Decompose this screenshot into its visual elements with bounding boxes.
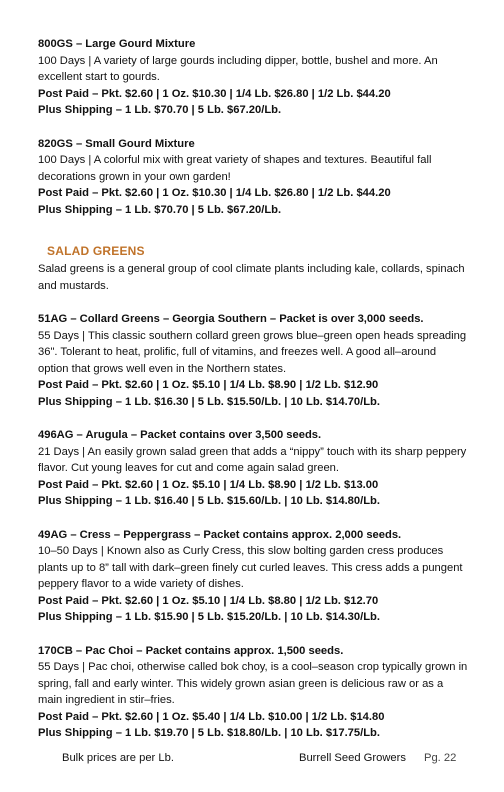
plus-shipping-prices: Plus Shipping – 1 Lb. $16.30 | 5 Lb. $15.50/Lb. | 10 Lb. $14.70/Lb. bbox=[38, 395, 380, 408]
product-description: 55 Days | This classic southern collard green grows blue–green open heads spreading 36". Tolerant to heat, prolific, full of vitamins, and freezes well. A good all–around option that grows well even in the Northern states. bbox=[38, 329, 467, 375]
page-number: Pg. 22 bbox=[424, 752, 457, 764]
section-intro: Salad greens is a general group of cool climate plants including kale, collards, spinach and mustards. bbox=[38, 263, 465, 292]
section-heading-salad-greens: SALAD GREENS bbox=[47, 244, 145, 258]
product-entry-arugula bbox=[38, 427, 468, 510]
post-paid-prices: Post Paid – Pkt. $2.60 | 1 Oz. $5.10 | 1/4 Lb. $8.90 | 1/2 Lb. $13.00 bbox=[38, 478, 379, 491]
product-description: 10–50 Days | Known also as Curly Cress, this slow bolting garden cress produces plants up to 8” tall with dark–green finely cut curled leaves. This cress adds a pungent peppery flavor to a wide variety of dishes. bbox=[38, 545, 463, 590]
company-name: Burrell Seed Growers bbox=[299, 752, 406, 764]
product-description: 55 Days | Pac choi, otherwise called bok choy, is a cool–season crop typically grown in spring, fall and early winter. This widely grown asian green is delicious raw or as a main ingredient in stir–fries. bbox=[38, 661, 468, 706]
plus-shipping-prices: Plus Shipping – 1 Lb. $19.70 | 5 Lb. $18.80/Lb. | 10 Lb. $17.75/Lb. bbox=[38, 727, 380, 739]
product-title: 820GS – Small Gourd Mixture bbox=[38, 137, 195, 150]
product-description: 100 Days | A colorful mix with great variety of shapes and textures. Beautiful fall decorations grown in your own garden! bbox=[38, 154, 432, 183]
plus-shipping-prices: Plus Shipping – 1 Lb. $16.40 | 5 Lb. $15.60/Lb. | 10 Lb. $14.80/Lb. bbox=[38, 495, 380, 507]
post-paid-prices: Post Paid – Pkt. $2.60 | 1 Oz. $5.40 | 1/4 Lb. $10.00 | 1/2 Lb. $14.80 bbox=[38, 710, 385, 723]
post-paid-prices: Post Paid – Pkt. $2.60 | 1 Oz. $5.10 | 1/4 Lb. $8.80 | 1/2 Lb. $12.70 bbox=[38, 594, 379, 607]
product-entry-large-gourd bbox=[38, 36, 468, 119]
product-entry-cress bbox=[38, 527, 468, 626]
product-entry-pac-choi bbox=[38, 643, 468, 742]
plus-shipping-prices: Plus Shipping – 1 Lb. $70.70 | 5 Lb. $67.20/Lb. bbox=[38, 104, 282, 116]
product-title: 170CB – Pac Choi – Packet contains approx. 1,500 seeds. bbox=[38, 644, 344, 657]
product-entry-small-gourd bbox=[38, 136, 468, 219]
product-title: 51AG – Collard Greens – Georgia Southern – Packet is over 3,000 seeds. bbox=[38, 313, 424, 325]
product-title: 49AG – Cress – Peppergrass – Packet contains approx. 2,000 seeds. bbox=[38, 528, 402, 541]
product-description: 21 Days | An easily grown salad green that adds a “nippy” touch with its sharp peppery flavor. Cut young leaves for cut and come again salad green. bbox=[38, 445, 467, 474]
post-paid-prices: Post Paid – Pkt. $2.60 | 1 Oz. $5.10 | 1/4 Lb. $8.90 | 1/2 Lb. $12.90 bbox=[38, 379, 379, 391]
bulk-prices-note: Bulk prices are per Lb. bbox=[62, 752, 174, 764]
product-title: 496AG – Arugula – Packet contains over 3,500 seeds. bbox=[38, 429, 322, 441]
catalog-page bbox=[38, 36, 468, 759]
plus-shipping-prices: Plus Shipping – 1 Lb. $15.90 | 5 Lb. $15.20/Lb. | 10 Lb. $14.30/Lb. bbox=[38, 611, 380, 623]
plus-shipping-prices: Plus Shipping – 1 Lb. $70.70 | 5 Lb. $67.20/Lb. bbox=[38, 203, 282, 216]
product-description: 100 Days | A variety of large gourds including dipper, bottle, bushel and more. An excellent start to gourds. bbox=[38, 54, 438, 83]
product-entry-collard-greens bbox=[38, 311, 468, 410]
post-paid-prices: Post Paid – Pkt. $2.60 | 1 Oz. $10.30 | 1/4 Lb. $26.80 | 1/2 Lb. $44.20 bbox=[38, 87, 391, 100]
post-paid-prices: Post Paid – Pkt. $2.60 | 1 Oz. $10.30 | 1/4 Lb. $26.80 | 1/2 Lb. $44.20 bbox=[38, 187, 391, 199]
product-title: 800GS – Large Gourd Mixture bbox=[38, 38, 196, 50]
page-footer bbox=[0, 750, 504, 766]
